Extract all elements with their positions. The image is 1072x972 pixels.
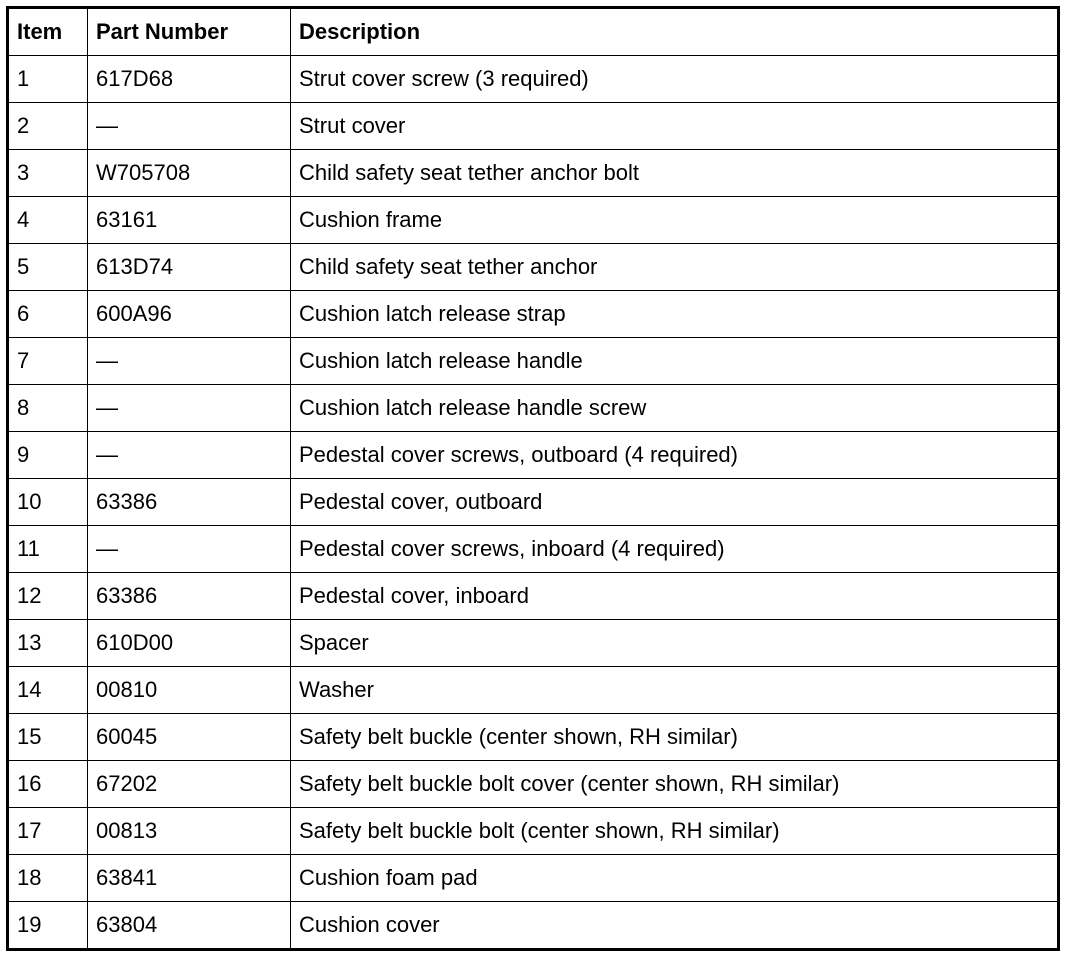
table-row (8, 103, 1059, 150)
cell-part-number: 00813 (88, 808, 291, 855)
table-row (8, 808, 1059, 855)
table-row (8, 432, 1059, 479)
cell-description: Washer (291, 667, 1059, 714)
cell-part-number: — (88, 338, 291, 385)
table-row (8, 56, 1059, 103)
cell-part-number: 617D68 (88, 56, 291, 103)
cell-part-number: 63841 (88, 855, 291, 902)
cell-part-number: 600A96 (88, 291, 291, 338)
header-part-number: Part Number (88, 8, 291, 56)
cell-item: 7 (8, 338, 88, 385)
cell-item: 6 (8, 291, 88, 338)
cell-description: Pedestal cover screws, inboard (4 required) (291, 526, 1059, 573)
cell-part-number: 60045 (88, 714, 291, 761)
cell-description: Cushion cover (291, 902, 1059, 950)
cell-item: 13 (8, 620, 88, 667)
cell-description: Safety belt buckle bolt (center shown, RH similar) (291, 808, 1059, 855)
cell-part-number: 63804 (88, 902, 291, 950)
table-row (8, 385, 1059, 432)
cell-part-number: 63386 (88, 573, 291, 620)
table-row (8, 761, 1059, 808)
cell-description: Child safety seat tether anchor (291, 244, 1059, 291)
cell-item: 3 (8, 150, 88, 197)
table-row (8, 479, 1059, 526)
table-header-row (8, 8, 1059, 56)
table-row (8, 338, 1059, 385)
table-row (8, 620, 1059, 667)
cell-part-number: 67202 (88, 761, 291, 808)
table-row (8, 573, 1059, 620)
table-row (8, 291, 1059, 338)
cell-item: 11 (8, 526, 88, 573)
table-row (8, 667, 1059, 714)
cell-item: 9 (8, 432, 88, 479)
table-row (8, 855, 1059, 902)
cell-item: 2 (8, 103, 88, 150)
table-row (8, 244, 1059, 291)
cell-description: Strut cover screw (3 required) (291, 56, 1059, 103)
cell-description: Child safety seat tether anchor bolt (291, 150, 1059, 197)
cell-description: Pedestal cover, outboard (291, 479, 1059, 526)
cell-description: Safety belt buckle bolt cover (center shown, RH similar) (291, 761, 1059, 808)
table-row (8, 714, 1059, 761)
cell-item: 15 (8, 714, 88, 761)
cell-part-number: 00810 (88, 667, 291, 714)
parts-table (6, 6, 1060, 951)
cell-part-number: W705708 (88, 150, 291, 197)
cell-part-number: 63161 (88, 197, 291, 244)
cell-item: 16 (8, 761, 88, 808)
cell-part-number: — (88, 432, 291, 479)
cell-item: 4 (8, 197, 88, 244)
cell-description: Cushion frame (291, 197, 1059, 244)
cell-item: 10 (8, 479, 88, 526)
table-row (8, 902, 1059, 950)
table-row (8, 197, 1059, 244)
cell-item: 14 (8, 667, 88, 714)
table-row (8, 150, 1059, 197)
cell-item: 17 (8, 808, 88, 855)
cell-item: 18 (8, 855, 88, 902)
cell-description: Cushion latch release handle screw (291, 385, 1059, 432)
cell-description: Pedestal cover screws, outboard (4 required) (291, 432, 1059, 479)
cell-description: Safety belt buckle (center shown, RH similar) (291, 714, 1059, 761)
cell-item: 1 (8, 56, 88, 103)
cell-item: 19 (8, 902, 88, 950)
cell-part-number: — (88, 103, 291, 150)
cell-description: Spacer (291, 620, 1059, 667)
cell-part-number: — (88, 526, 291, 573)
cell-item: 8 (8, 385, 88, 432)
cell-description: Strut cover (291, 103, 1059, 150)
cell-description: Pedestal cover, inboard (291, 573, 1059, 620)
cell-description: Cushion latch release strap (291, 291, 1059, 338)
cell-part-number: 613D74 (88, 244, 291, 291)
cell-item: 5 (8, 244, 88, 291)
header-description: Description (291, 8, 1059, 56)
cell-part-number: 610D00 (88, 620, 291, 667)
cell-part-number: — (88, 385, 291, 432)
cell-part-number: 63386 (88, 479, 291, 526)
cell-description: Cushion foam pad (291, 855, 1059, 902)
header-item: Item (8, 8, 88, 56)
cell-item: 12 (8, 573, 88, 620)
cell-description: Cushion latch release handle (291, 338, 1059, 385)
table-row (8, 526, 1059, 573)
table-body (8, 56, 1059, 950)
